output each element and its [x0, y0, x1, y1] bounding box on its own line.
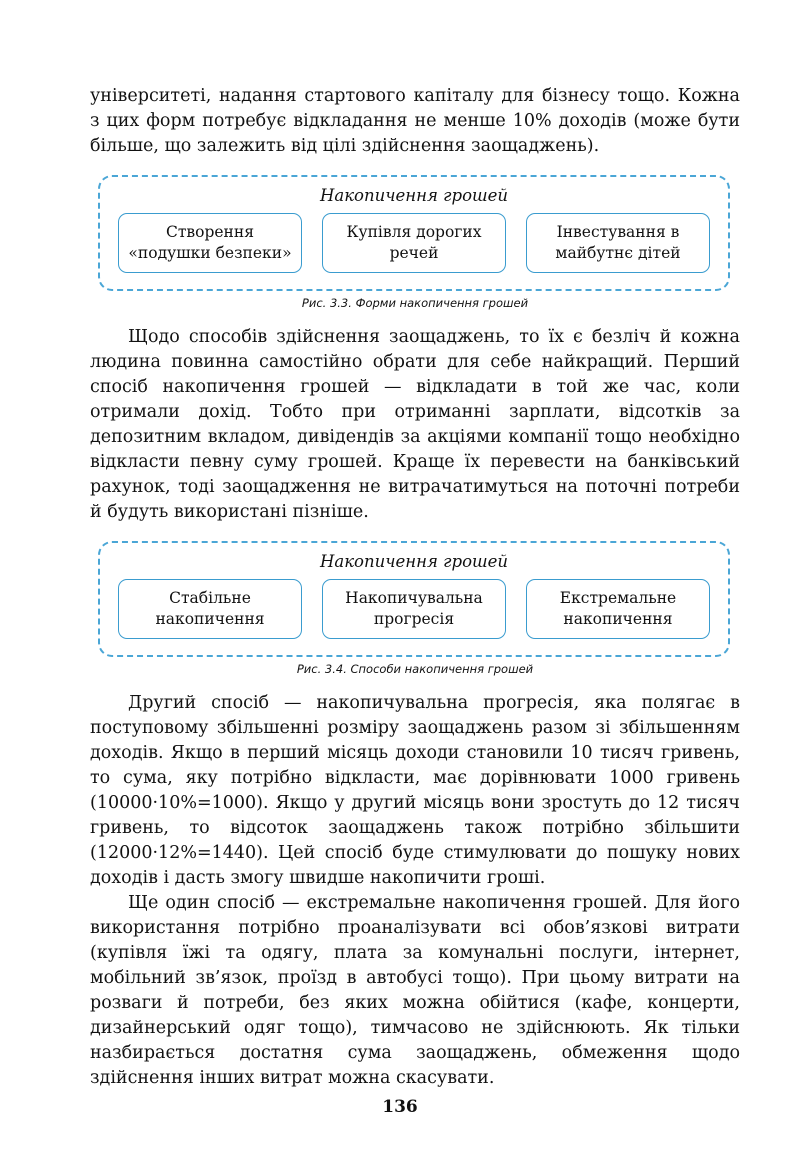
- paragraph-4: Ще один спосіб — екстремальне накопичення грошей. Для його використання потрібно проаналізувати всі обов’язкові витрати (купівля їжі та одягу, плата за комунальні послуги, інтернет, мобільний зв’язок, проїзд в автобусі тощо). При цьому витрати на розваги й потреби, без яких можна обійтися (кафе, концерти, дизайнерський одяг тощо), тимчасово не здійснюють. Як тільки назбирається достатня сума заощаджень, обмеження щодо здійснення інших витрат можна скасувати.: [90, 893, 740, 1088]
- form-box-children-investment: Інвестування в майбутнє дітей: [526, 213, 710, 273]
- figure-3-4-caption: Рис. 3.4. Способи накопичення грошей: [296, 662, 534, 676]
- method-box-stable: Стабільне накопичення: [118, 579, 302, 639]
- paragraph-1: університеті, надання стартового капіталу для бізнесу тощо. Кожна з цих форм потребує відкладання не менше 10% доходів (може бути більше, що залежить від цілі здійснення заощаджень).: [90, 86, 740, 156]
- figure-3-3-diagram: [98, 175, 730, 291]
- form-box-safety-cushion: Створення «подушки безпеки»: [118, 213, 302, 273]
- paragraph-3: Другий спосіб — накопичувальна прогресія, яка полягає в поступовому збільшенні розміру заощаджень разом зі збільшенням доходів. Якщо в перший місяць доходи становили 10 тисяч гривень, то сума, яку потрібно відкласти, має дорівнювати 1000 гривень (10000·10%=1000). Якщо у другий місяць вони зростуть до 12 тисяч гривень, то відсоток заощаджень також потрібно збільшити (12000·12%=1440). Цей спосіб буде стимулювати до пошуку нових доходів і дасть змогу швидше накопичити гроші.: [90, 693, 740, 888]
- figure-3-3-caption: Рис. 3.3. Форми накопичення грошей: [301, 296, 529, 310]
- figure-3-4-title: Накопичення грошей: [319, 552, 509, 571]
- figure-3-4-diagram: [98, 541, 730, 657]
- paragraph-2: Щодо способів здійснення заощаджень, то їх є безліч й кожна людина повинна самостійно обрати для себе найкращий. Перший спосіб накопичення грошей — відкладати в той же час, коли отримали дохід. Тобто при отриманні зарплати, відсотків за депозитним вкладом, дивідендів за акціями компанії тощо необхідно відкласти певну суму грошей. Краще їх перевести на банківський рахунок, тоді заощадження не витрачатимуться на поточні потреби й будуть використані пізніше.: [90, 327, 740, 522]
- method-box-extreme: Екстремальне накопичення: [526, 579, 710, 639]
- form-box-expensive-purchases: Купівля дорогих речей: [322, 213, 506, 273]
- method-box-progression: Накопичувальна прогресія: [322, 579, 506, 639]
- page-content: [90, 84, 740, 1091]
- figure-3-3-title: Накопичення грошей: [319, 186, 509, 205]
- page-number: 136: [382, 1097, 418, 1117]
